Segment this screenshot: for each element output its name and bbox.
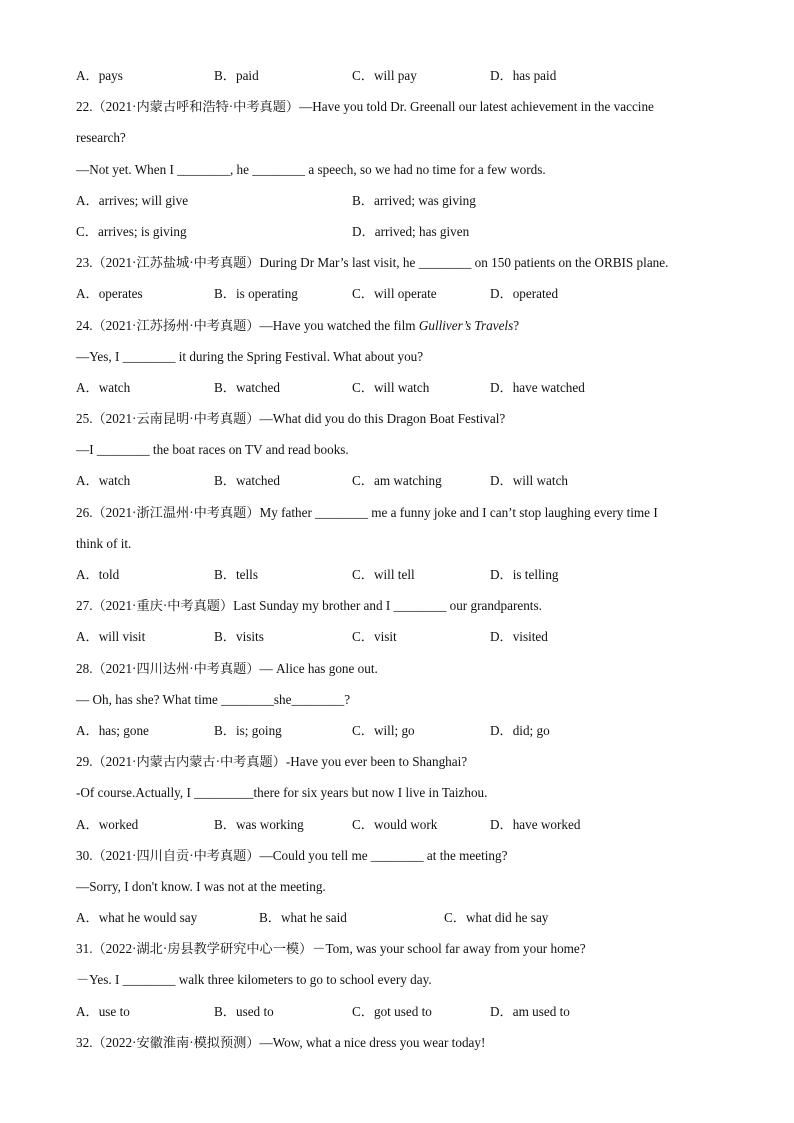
- question-line: [76, 409, 726, 440]
- answer-option: D．is telling: [490, 567, 559, 582]
- question-text: 24.（2021·江苏扬州·中考真题）—Have you watched the film: [76, 317, 419, 333]
- question-line: [76, 160, 726, 191]
- question-line: [76, 97, 726, 128]
- options-row: [76, 191, 726, 222]
- answer-option: C．visit: [352, 629, 397, 645]
- answer-option: B．tells: [214, 567, 258, 582]
- answer-option: B．was working: [214, 816, 304, 832]
- answer-option: C．got used to: [352, 1003, 432, 1019]
- question-line: [76, 970, 726, 1001]
- question-line: [76, 347, 726, 378]
- question-text: 27.（2021·重庆·中考真题）Last Sunday my brother and I ________ our grandparents.: [76, 598, 542, 614]
- options-row: [76, 627, 726, 658]
- answer-option: A．pays: [76, 68, 123, 83]
- options-row: [76, 471, 726, 502]
- answer-option: A．has; gone: [76, 722, 149, 738]
- answer-option: A．arrives; will give: [76, 192, 189, 208]
- answer-option: D．am used to: [490, 1003, 570, 1019]
- question-line: [76, 440, 726, 471]
- question-text: — Oh, has she? What time ________she________?: [76, 691, 351, 707]
- question-text: 31.（2022·湖北·房县教学研究中心一模）－Tom, was your school far away from your home?: [76, 941, 586, 957]
- question-text: 28.（2021·四川达州·中考真题）— Alice has gone out.: [76, 660, 378, 676]
- answer-option: B．watched: [214, 473, 280, 489]
- question-text: —Yes, I ________ it during the Spring Festival. What about you?: [76, 348, 424, 364]
- question-text: －Yes. I ________ walk three kilometers to go to school every day.: [76, 972, 432, 988]
- answer-option: D．have worked: [490, 816, 581, 832]
- question-text: 32.（2022·安徽淮南·模拟预测）—Wow, what a nice dress you wear today!: [76, 1034, 486, 1050]
- answer-option: A．what he would say: [76, 910, 198, 926]
- answer-option: B．what he said: [259, 910, 347, 926]
- question-line: [76, 503, 726, 534]
- options-row: [76, 378, 726, 409]
- question-text-end: ?: [513, 317, 520, 333]
- question-line: [76, 659, 726, 690]
- answer-option: D．arrived; has given: [352, 223, 470, 239]
- answer-option: D．visited: [490, 629, 548, 645]
- options-row: [76, 565, 726, 596]
- answer-option: B．paid: [214, 68, 259, 83]
- question-line: [76, 316, 726, 347]
- answer-option: C．will pay: [352, 68, 417, 83]
- options-row: [76, 721, 726, 752]
- answer-option: B．arrived; was giving: [352, 192, 476, 208]
- answer-option: C．will tell: [352, 567, 415, 582]
- film-title: Gulliver’s Travels: [418, 317, 514, 333]
- question-line: [76, 846, 726, 877]
- question-text: -Of course.Actually, I _________there for six years but now I live in Taizhou.: [76, 785, 488, 801]
- answer-option: B．used to: [214, 1003, 274, 1019]
- question-text: 30.（2021·四川自贡·中考真题）—Could you tell me ________ at the meeting?: [76, 847, 508, 863]
- question-line: [76, 596, 726, 627]
- answer-option: C．am watching: [352, 473, 442, 489]
- question-line: [76, 939, 726, 970]
- answer-option: C．will; go: [352, 722, 415, 738]
- options-row: [76, 815, 726, 846]
- question-text: research?: [76, 130, 126, 146]
- question-line: [76, 1033, 726, 1064]
- question-text: 29.（2021·内蒙古内蒙古·中考真题）-Have you ever been to Shanghai?: [76, 754, 468, 770]
- answer-option: B．is operating: [214, 286, 298, 302]
- answer-option: D．will watch: [490, 473, 569, 489]
- options-row: [76, 66, 726, 97]
- answer-option: A．told: [76, 567, 120, 582]
- question-text: —I ________ the boat races on TV and read books.: [76, 442, 349, 458]
- answer-option: C．will operate: [352, 286, 437, 302]
- answer-option: D．did; go: [490, 722, 550, 738]
- answer-option: A．will visit: [76, 629, 146, 645]
- options-row: [76, 222, 726, 253]
- question-text: —Not yet. When I ________, he ________ a speech, so we had no time for a few words.: [76, 161, 546, 177]
- options-row: [76, 1002, 726, 1033]
- answer-option: B．is; going: [214, 722, 282, 738]
- answer-option: B．watched: [214, 379, 280, 395]
- answer-option: D．operated: [490, 286, 559, 302]
- answer-option: A．worked: [76, 816, 139, 832]
- question-line: [76, 534, 726, 565]
- question-line: [76, 783, 726, 814]
- options-row: [76, 908, 726, 939]
- answer-option: A．watch: [76, 379, 131, 395]
- question-text: 26.（2021·浙江温州·中考真题）My father ________ me a funny joke and I can’t stop laughing every time I: [76, 504, 658, 520]
- answer-option: C．would work: [352, 816, 438, 832]
- question-line: [76, 877, 726, 908]
- answer-option: C．what did he say: [444, 910, 549, 926]
- answer-option: B．visits: [214, 629, 264, 645]
- answer-option: A．use to: [76, 1003, 130, 1019]
- answer-option: C．arrives; is giving: [76, 223, 187, 239]
- options-row: [76, 284, 726, 315]
- answer-option: A．watch: [76, 473, 131, 489]
- question-text: 25.（2021·云南昆明·中考真题）—What did you do this Dragon Boat Festival?: [76, 411, 506, 427]
- answer-option: A．operates: [76, 286, 143, 302]
- question-text: 23.（2021·江苏盐城·中考真题）During Dr Mar’s last visit, he ________ on 150 patients on the ORBIS plane.: [76, 255, 669, 271]
- question-line: [76, 253, 726, 284]
- question-text: —Sorry, I don't know. I was not at the meeting.: [76, 878, 326, 894]
- question-text: 22.（2021·内蒙古呼和浩特·中考真题）—Have you told Dr. Greenall our latest achievement in the vaccine: [76, 99, 654, 115]
- answer-option: C．will watch: [352, 379, 430, 395]
- answer-option: D．has paid: [490, 68, 557, 83]
- question-line: [76, 128, 726, 159]
- question-line: [76, 690, 726, 721]
- question-text: think of it.: [76, 535, 132, 551]
- question-sheet: [76, 66, 726, 1064]
- question-line: [76, 752, 726, 783]
- answer-option: D．have watched: [490, 379, 585, 395]
